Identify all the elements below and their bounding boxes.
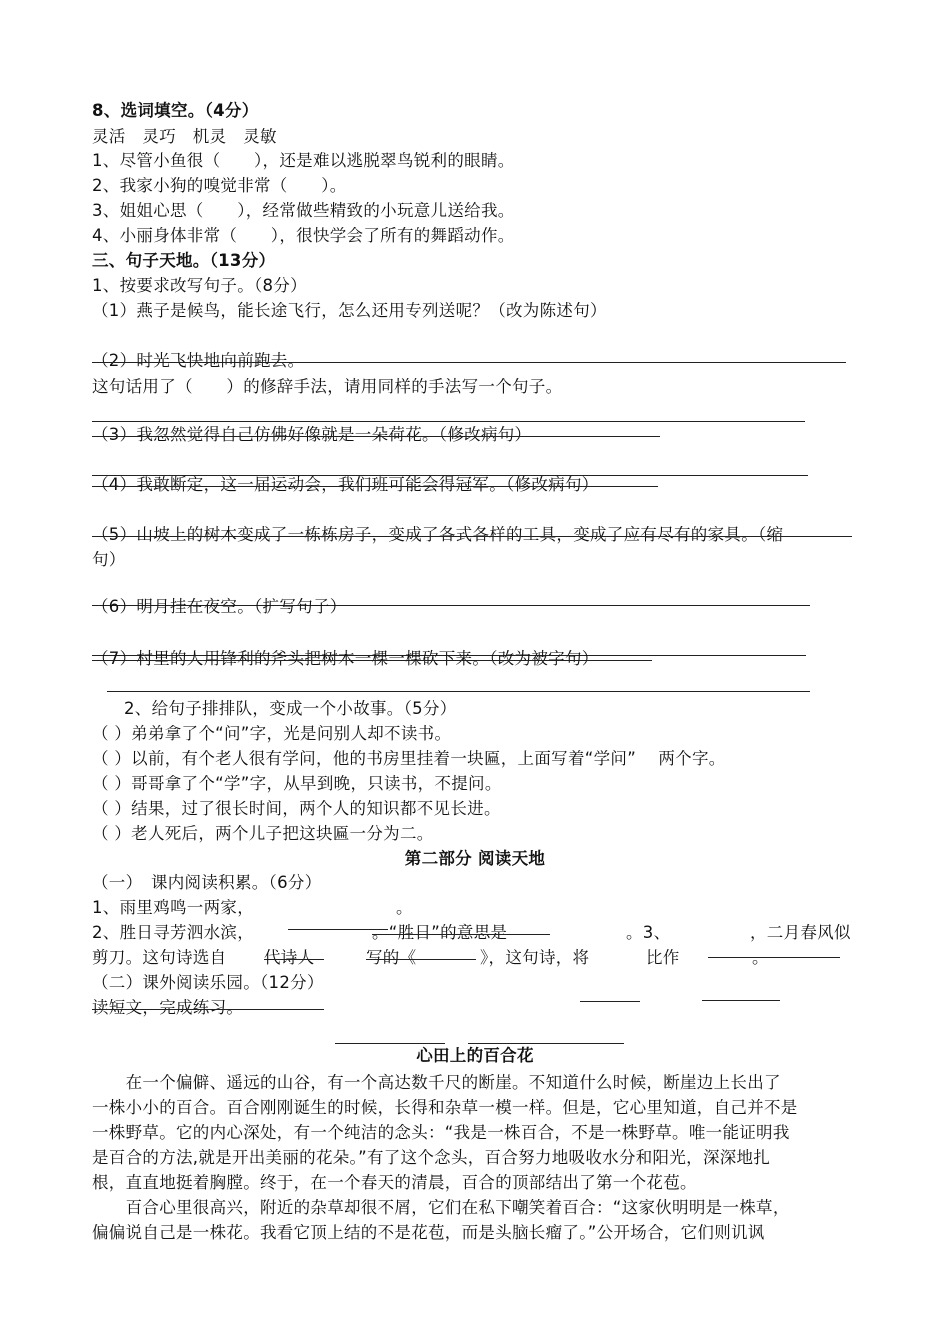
poem-1-end: 。	[396, 898, 413, 917]
blank-line	[335, 1043, 445, 1044]
blank-line	[264, 959, 324, 960]
poem-1: 1、雨里鸡鸣一两家，	[92, 898, 254, 917]
blank-line	[702, 1000, 780, 1001]
sentence-7: （7）村里的人用锋利的斧头把树木一棵一棵砍下来。（改为被字句）	[92, 649, 599, 668]
order-item-3: （ ）哥哥拿了个“学”字，从早到晚，只读书，不提问。	[92, 774, 502, 793]
section3-heading: 三、句子天地。（13分）	[92, 251, 276, 270]
blank-line	[92, 1009, 324, 1010]
blank-line	[708, 957, 840, 958]
section3-q1: 1、按要求改写句子。（8分）	[92, 276, 307, 295]
poem-3-compare: 比作	[646, 948, 680, 967]
order-item-4: （ ）结果，过了很长时间，两个人的知识都不见长进。	[92, 799, 501, 818]
blank-line	[366, 959, 476, 960]
poem-3-title: 写的《	[366, 948, 417, 967]
sentence-2: （2）时光飞快地向前跑去。	[92, 351, 305, 370]
answer-line	[92, 660, 652, 661]
order-item-2: （ ）以前，有个老人很有学问，他的书房里挂着一块匾，上面写着“学问” 两个字。	[92, 749, 726, 768]
q8-item-2: 2、我家小狗的嗅觉非常（ ）。	[92, 176, 347, 195]
poem-3-analysis: 》，这句诗，将	[480, 948, 590, 967]
answer-line	[92, 536, 852, 537]
sentence-1: （1）燕子是候鸟，能长途飞行，怎么还用专列送呢？（改为陈述句）	[92, 301, 607, 320]
order-item-1: （ ）弟弟拿了个“问”字，光是问别人却不读书。	[92, 724, 452, 743]
sentence-5-cont: 句）	[92, 550, 126, 569]
poem-3: 。3、	[626, 923, 671, 942]
sentence-4: （4）我敢断定，这一届运动会，我们班可能会得冠军。（修改病句）	[92, 475, 599, 494]
sentence-2-followup: 这句话用了（ ）的修辞手法，请用同样的手法写一个句子。	[92, 377, 563, 396]
q8-item-3: 3、姐姐心思（ ），经常做些精致的小玩意儿送给我。	[92, 201, 515, 220]
blank-line	[580, 1001, 640, 1002]
blank-line	[468, 1043, 624, 1044]
answer-line	[92, 436, 660, 437]
sentence-6: （6）明月挂在夜空。（扩写句子）	[92, 597, 347, 616]
answer-line	[92, 486, 658, 487]
answer-line	[107, 691, 810, 692]
passage-line: 一株小小的百合。百合刚刚诞生的时候，长得和杂草一模一样。但是，它心里知道，自己并不是	[92, 1098, 798, 1117]
blank-line	[372, 934, 550, 935]
passage-line: 一株野草。它的内心深处，有一个纯洁的念头：“我是一株百合，不是一株野草。唯一能证明我	[92, 1123, 790, 1142]
q8-heading: 8、选词填空。（4分）	[92, 101, 259, 120]
reading-instruction: 读短文，完成练习。	[92, 998, 244, 1017]
poem-3-line: ，二月春风似	[750, 923, 851, 942]
passage-line: 偏偏说自己是一株花。我看它顶上结的不是花苞，而是头脑长瘤了。”公开场合，它们则讥讽	[92, 1223, 765, 1242]
passage-line: 在一个偏僻、遥远的山谷，有一个高达数千尺的断崖。不知道什么时候，断崖边上长出了	[92, 1073, 781, 1092]
answer-line	[92, 421, 805, 422]
poem-2: 2、胜日寻芳泗水滨，	[92, 923, 254, 942]
q8-item-1: 1、尽管小鱼很（ ），还是难以逃脱翠鸟锐利的眼睛。	[92, 151, 515, 170]
passage-line: 根，直直地挺着胸膛。终于，在一个春天的清晨，百合的顶部结出了第一个花苞。	[92, 1173, 697, 1192]
sentence-3: （3）我忽然觉得自己仿佛好像就是一朵荷花。（修改病句）	[92, 425, 532, 444]
passage-line: 是百合的方法,就是开出美丽的花朵。”有了这个念头，百合努力地吸收水分和阳光，深深地扎	[92, 1148, 771, 1167]
passage-line: 百合心里很高兴，附近的杂草却很不屑，它们在私下嘲笑着百合：“这家伙明明是一株草，	[92, 1198, 790, 1217]
order-item-5: （ ）老人死后，两个儿子把这块匾一分为二。	[92, 824, 434, 843]
passage-title: 心田上的百合花	[416, 1046, 534, 1065]
section3-q2: 2、给句子排排队，变成一个小故事。（5分）	[124, 699, 457, 718]
poem-3-end: 。	[752, 948, 769, 967]
poem-2-meaning: 。“胜日”的意思是	[372, 923, 508, 942]
part2-heading: 第二部分 阅读天地	[404, 849, 546, 868]
poem-3-dynasty: 代诗人	[264, 948, 315, 967]
poem-3-cont: 剪刀。这句诗选自	[92, 948, 227, 967]
answer-line	[92, 362, 846, 363]
q8-word-bank: 灵活 灵巧 机灵 灵敏	[92, 127, 277, 146]
part2-sub1: （一） 课内阅读积累。（6分）	[92, 873, 322, 892]
part2-sub2: （二）课外阅读乐园。（12分）	[92, 973, 324, 992]
q8-item-4: 4、小丽身体非常（ ），很快学会了所有的舞蹈动作。	[92, 226, 515, 245]
sentence-5: （5）山坡上的树木变成了一栋栋房子，变成了各式各样的工具，变成了应有尽有的家具。（缩	[92, 525, 784, 544]
